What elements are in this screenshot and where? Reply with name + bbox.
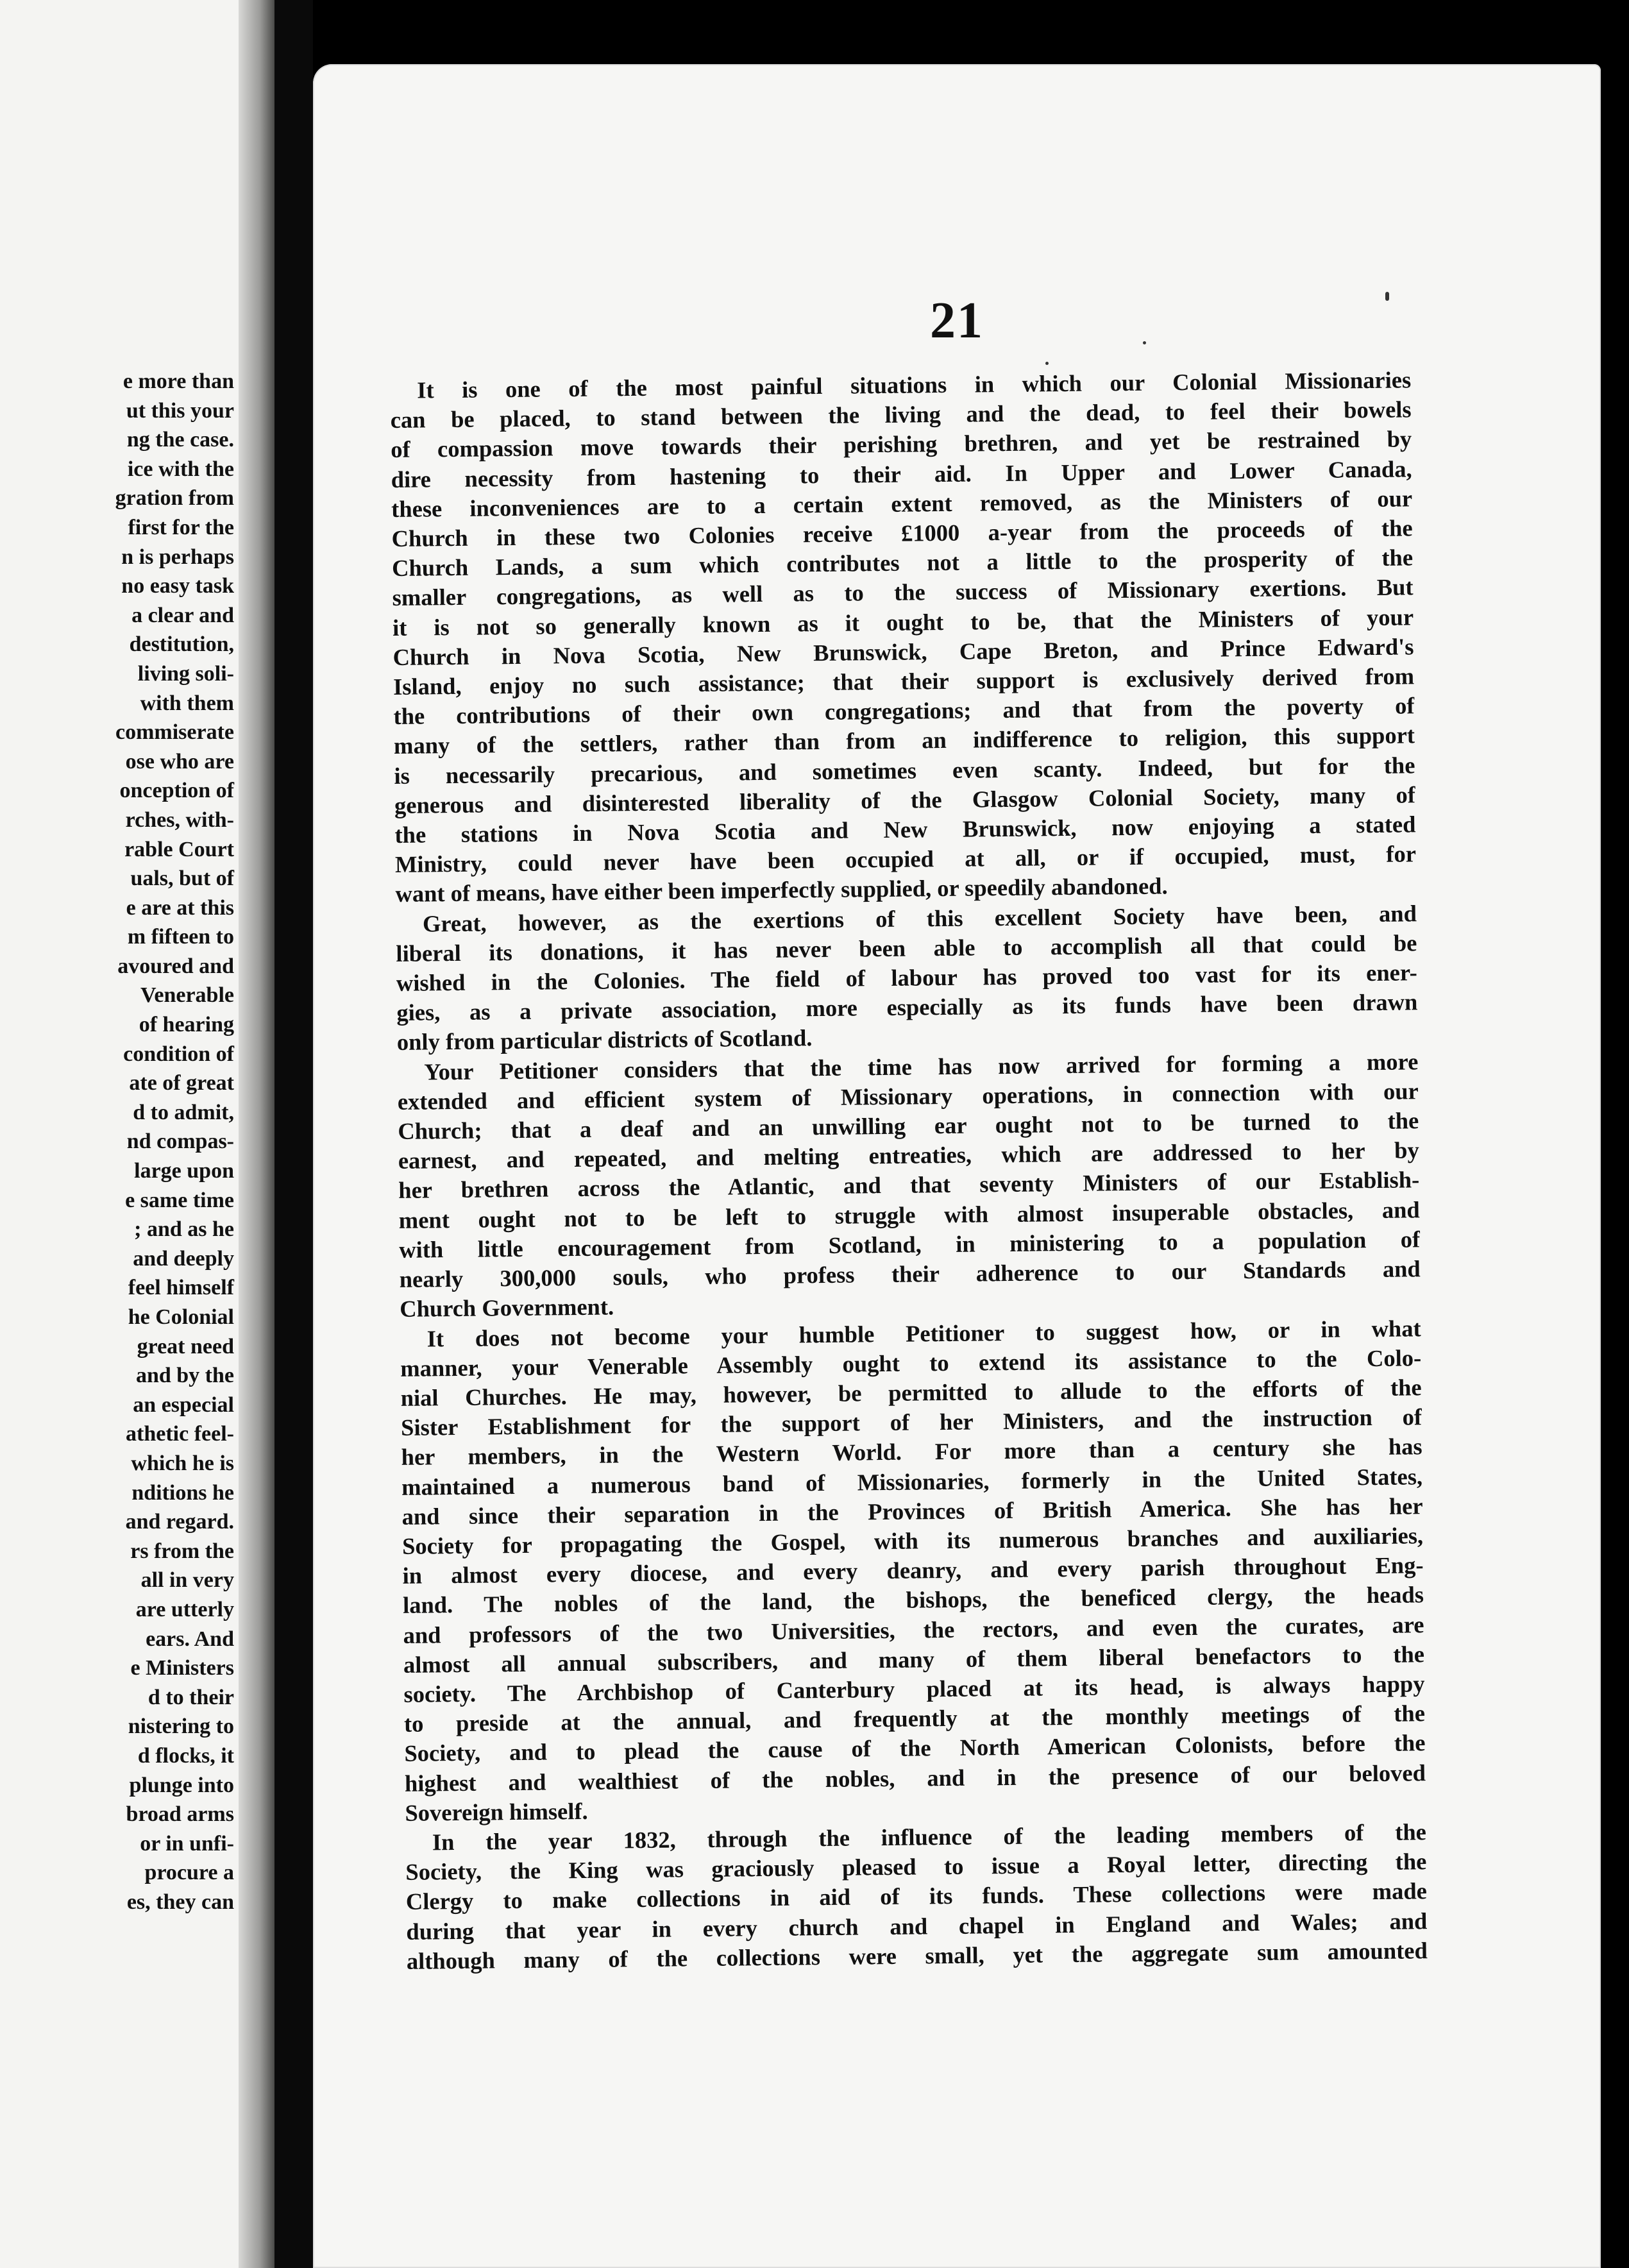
left-page-line: ng the case.	[126, 428, 234, 452]
speck-mark	[1143, 341, 1146, 344]
paragraph	[405, 1817, 1428, 1976]
text-line: Sovereign himself.	[405, 1797, 588, 1826]
text-line: Great, however, as the exertions of this excellent Society have been, and	[422, 899, 1417, 937]
text-line: it is not so generally known as it ought to be, that the Ministers of your	[392, 603, 1414, 641]
text-line: to preside at the annual, and frequently at the monthly meetings of the	[403, 1700, 1426, 1738]
main-page	[313, 64, 1601, 2268]
text-line: Church in Nova Scotia, New Brunswick, Cape Breton, and Prince Edward's	[392, 633, 1414, 670]
left-page-line: condition of	[123, 1042, 234, 1066]
left-page-line: m fifteen to	[127, 925, 234, 949]
left-page-line: and deeply	[133, 1246, 234, 1271]
text-line: It does not become your humble Petitioner to suggest how, or in what	[426, 1314, 1421, 1351]
left-page-line: ate of great	[129, 1071, 234, 1096]
text-line: Church in these two Colonies receive £1000 a-year from the proceeds of the	[391, 514, 1413, 552]
left-page-line: e more than	[122, 369, 234, 393]
left-page-line: large upon	[134, 1159, 234, 1183]
left-page-line: ice with the	[127, 457, 234, 481]
left-facing-page	[0, 0, 274, 2268]
text-line: earnest, and repeated, and melting entreaties, which are addressed to her by	[398, 1137, 1419, 1174]
text-line: and since their separation in the Provinces of British America. She has her	[401, 1492, 1423, 1530]
page-gap	[274, 0, 313, 2268]
left-page-line: nd compas-	[126, 1130, 234, 1154]
left-page-line: ; and as he	[134, 1217, 234, 1242]
body-text	[390, 365, 1428, 1976]
text-line: maintained a numerous band of Missionaries, formerly in the United States,	[401, 1462, 1423, 1500]
text-line: although many of the collections were small, yet the aggregate sum amounted	[406, 1936, 1428, 1974]
text-line: nearly 300,000 souls, who profess their adherence to our Standards and	[399, 1255, 1421, 1293]
left-page-line: are utterly	[135, 1597, 234, 1621]
text-line: liberal its donations, it has never been able to accomplish all that could be	[396, 929, 1417, 967]
text-line: only from particular districts of Scotland.	[396, 1024, 813, 1056]
left-page-line: plunge into	[129, 1773, 234, 1797]
paragraph	[400, 1314, 1426, 1828]
left-page-line: procure a	[144, 1861, 234, 1885]
left-page-line: rs from the	[130, 1539, 234, 1563]
left-page-line: broad arms	[126, 1802, 234, 1827]
left-page-line: d to admit,	[133, 1100, 234, 1124]
text-line: Church; that a deaf and an unwilling ear ought not to be turned to the	[398, 1107, 1419, 1145]
text-line: with little encouragement from Scotland, in ministering to a population of	[399, 1226, 1421, 1263]
text-line: Society, and to plead the cause of the North American Colonists, before the	[404, 1729, 1426, 1767]
text-line: many of the settlers, rather than from an indifference to religion, this support	[393, 722, 1415, 759]
left-page-line: great need	[137, 1334, 234, 1358]
text-line: Society for propagating the Gospel, with its numerous branches and auxiliaries,	[401, 1522, 1424, 1559]
text-line: smaller congregations, as well as to the success of Missionary exertions. But	[392, 573, 1414, 611]
text-line: Your Petitioner considers that the time has now arrived for forming a more	[424, 1047, 1419, 1085]
left-page-text	[0, 367, 234, 1917]
left-page-line: nistering to	[128, 1714, 234, 1739]
text-line: generous and disinterested liberality of the Glasgow Colonial Society, many of	[394, 781, 1416, 818]
page-number: 21	[930, 292, 984, 349]
left-page-line: destitution,	[129, 632, 234, 657]
text-line: want of means, have either been imperfectly supplied, or speedily abandoned.	[395, 872, 1168, 908]
left-page-line: with them	[140, 691, 234, 715]
text-line: and professors of the two Universities, the rectors, and even the curates, are	[403, 1611, 1424, 1648]
left-page-line: d flocks, it	[137, 1743, 234, 1768]
left-page-line: onception of	[119, 779, 234, 803]
left-page-line: a clear and	[131, 603, 234, 627]
left-page-line: Venerable	[140, 983, 234, 1008]
left-page-line: an especial	[133, 1392, 234, 1417]
text-line: Ministry, could never have been occupied at all, or if occupied, must, for	[394, 840, 1417, 878]
paragraph	[396, 899, 1418, 1058]
text-line: extended and efficient system of Missionary operations, in connection with our	[397, 1078, 1419, 1115]
left-page-line: n is perhaps	[121, 545, 234, 569]
text-line: her members, in the Western World. For more than a century she has	[401, 1433, 1422, 1471]
text-line: highest and wealthiest of the nobles, and in the presence of our beloved	[404, 1759, 1426, 1797]
text-line: Clergy to make collections in aid of its funds. These collections were made	[405, 1877, 1428, 1915]
left-page-line: es, they can	[126, 1890, 234, 1914]
text-line: her brethren across the Atlantic, and that seventy Ministers of our Establish-	[398, 1166, 1420, 1204]
text-line: dire necessity from hastening to their aid. In Upper and Lower Canada,	[391, 455, 1412, 493]
left-page-line: nditions he	[131, 1480, 234, 1505]
left-page-line: rable Court	[124, 837, 234, 861]
text-line: the contributions of their own congregations; and that from the poverty of	[393, 692, 1415, 730]
text-line: Church Lands, a sum which contributes not a little to the prosperity of the	[391, 544, 1414, 582]
text-line: gies, as a private association, more especially as its funds have been drawn	[396, 988, 1418, 1026]
text-line: Island, enjoy no such assistance; that their support is exclusively derived from	[392, 663, 1415, 700]
left-page-line: or in unfi-	[140, 1831, 234, 1856]
left-page-line: of hearing	[139, 1013, 234, 1037]
left-page-gutter-shadow	[239, 0, 274, 2268]
speck-mark	[1045, 362, 1049, 365]
left-page-line: e are at this	[126, 895, 234, 920]
text-line: Society, the King was graciously pleased to issue a Royal letter, directing the	[405, 1848, 1427, 1886]
text-line: is necessarily precarious, and sometimes even scanty. Indeed, but for the	[394, 751, 1415, 789]
text-line: In the year 1832, through the influence of the leading members of the	[432, 1818, 1427, 1856]
text-line: It is one of the most painful situations in which our Colonial Missionaries	[417, 366, 1412, 403]
left-page-line: commiserate	[115, 720, 234, 745]
left-page-line: d to their	[148, 1685, 234, 1709]
left-page-line: e same time	[125, 1188, 234, 1212]
text-line: the stations in Nova Scotia and New Brunswick, now enjoying a stated	[394, 811, 1416, 849]
left-page-line: uals, but of	[130, 867, 234, 891]
left-page-line: e Ministers	[130, 1656, 234, 1680]
text-line: in almost every diocese, and every deanry, and every parish throughout Eng-	[402, 1552, 1424, 1589]
left-page-line: gration from	[115, 486, 234, 511]
text-line: wished in the Colonies. The field of labour has proved too vast for its ener-	[396, 959, 1418, 997]
text-line: can be placed, to stand between the living and the dead, to feel their bowels	[390, 396, 1412, 434]
text-line: Church Government.	[400, 1293, 614, 1323]
left-page-line: living soli-	[137, 661, 234, 686]
text-line: society. The Archbishop of Canterbury placed at its head, is always happy	[403, 1670, 1425, 1707]
left-page-line: and regard.	[125, 1510, 234, 1534]
text-line: these inconveniences are to a certain extent removed, as the Ministers of our	[391, 485, 1413, 522]
text-line: Sister Establishment for the support of her Ministers, and the instruction of	[400, 1403, 1422, 1441]
left-page-line: feel himself	[128, 1276, 234, 1300]
left-page-line: no easy task	[121, 574, 234, 598]
left-page-line: ears. And	[146, 1627, 234, 1651]
left-page-line: which he is	[131, 1451, 234, 1475]
text-line: land. The nobles of the land, the bishops, the beneficed clergy, the heads	[402, 1581, 1424, 1619]
left-page-line: first for the	[128, 515, 234, 539]
paragraph	[397, 1047, 1421, 1324]
left-page-line: he Colonial	[128, 1305, 234, 1329]
left-page-line: ose who are	[125, 749, 234, 774]
text-line: nial Churches. He may, however, be permitted to allude to the efforts of the	[400, 1374, 1422, 1411]
left-page-line: athetic feel-	[126, 1422, 234, 1446]
text-line: during that year in every church and chapel in England and Wales; and	[406, 1907, 1428, 1945]
left-page-line: avoured and	[117, 954, 234, 978]
left-page-line: and by the	[135, 1364, 234, 1388]
paragraph	[390, 365, 1417, 909]
left-page-line: ut this your	[126, 398, 234, 423]
text-line: ment ought not to be left to struggle with almost insuperable obstacles, and	[398, 1196, 1420, 1233]
left-page-line: all in very	[140, 1568, 234, 1593]
left-page-line: rches, with-	[125, 808, 234, 832]
speck-mark	[1385, 292, 1389, 301]
text-line: manner, your Venerable Assembly ought to extend its assistance to the Colo-	[400, 1344, 1422, 1382]
text-line: of compassion move towards their perishing brethren, and yet be restrained by	[390, 425, 1412, 463]
text-line: almost all annual subscribers, and many of them liberal benefactors to the	[403, 1640, 1425, 1678]
